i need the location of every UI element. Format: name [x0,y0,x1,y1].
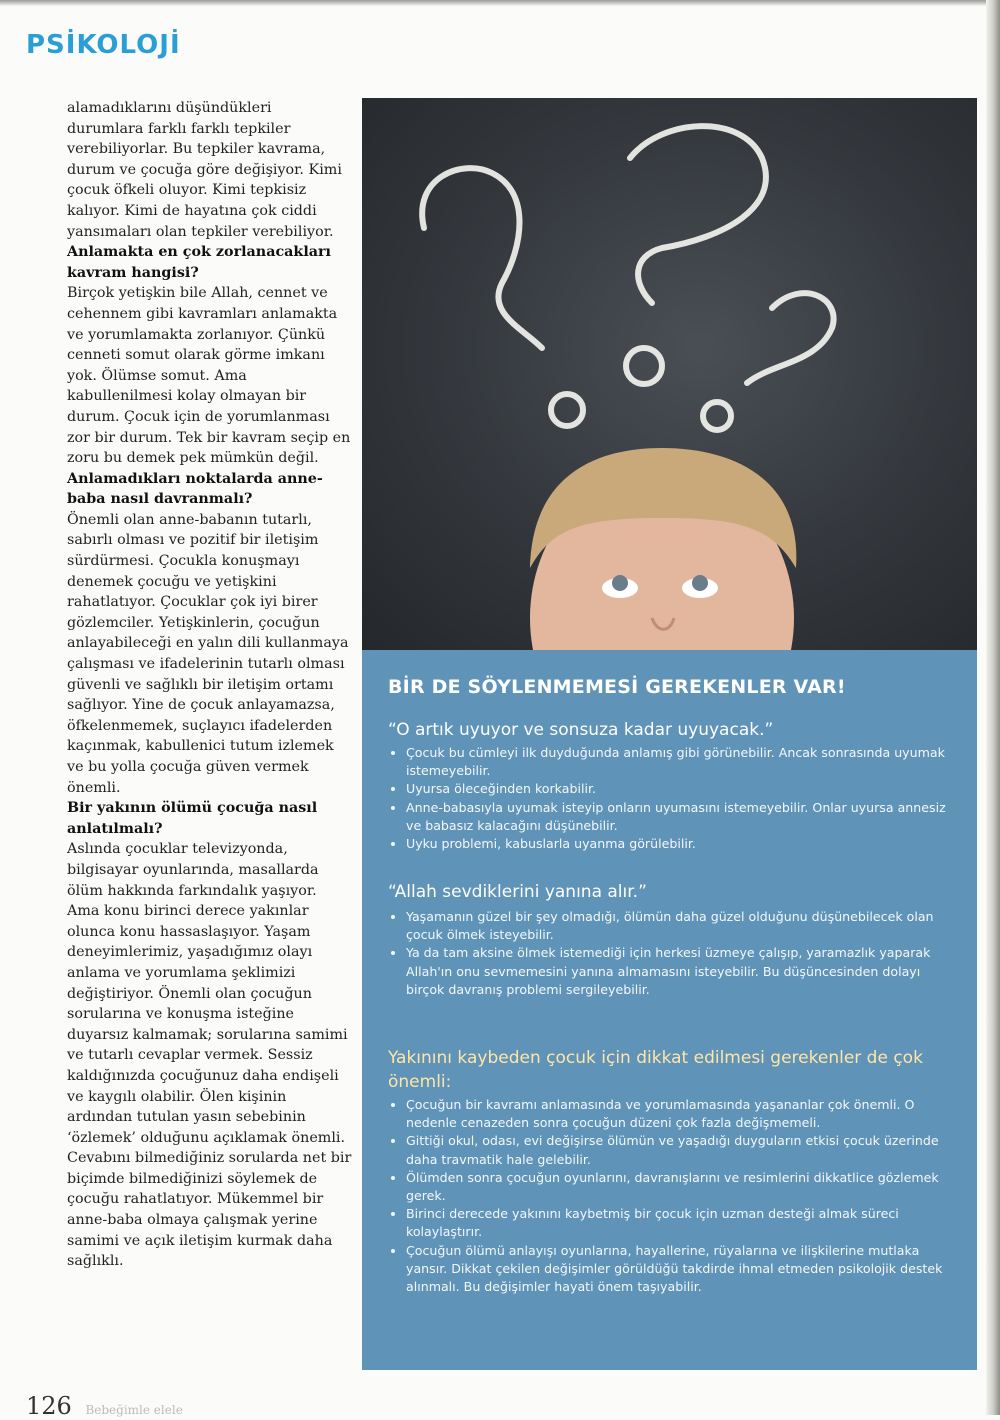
list-item: • Çocuk bu cümleyi ilk duyduğunda anlamış gibi görünebilir. Ancak sonrasında uyumak istemeyebilir. [406,744,951,780]
list-item: • Ya da tam aksine ölmek istemediği için herkesi üzmeye çalışıp, yaramazlık yaparak Allah'ın onu sevmemesini yanına almamasını isteyebilir. Bu düşüncesinden dolayı birçok davranış problemi sergileyebilir. [406,944,951,999]
question-dot-right [703,402,731,430]
question-heading: Anlamakta en çok zorlanacakları kavram hangisi? [67,244,331,281]
list-item: • Çocuğun ölümü anlayışı oyunlarına, hayallerine, rüyalarına ve ilişkilerine mutlaka yansır. Dikkat çekilen değişimler görüldüğü takdirde ihmal etmeden psikolojik destek alınmalı. Bu değişimler hayati önem taşıyabilir. [406,1242,951,1297]
question-mark-center [630,126,766,303]
info-box [362,650,977,1370]
page-edge-right [986,0,1000,1415]
list-item: • Gittiği okul, odası, evi değişirse ölümün ve yaşadığı duyguların etkisi çocuk üzerinde daha travmatik hale gelebilir. [406,1132,951,1168]
section-header: PSİKOLOJİ [26,30,181,60]
chalkboard-photo [362,98,977,650]
list-item: • Anne-babasıyla uyumak isteyip onların uyumasını istemeyebilir. Onlar uyursa annesiz ve babasız kalacağını düşünebilir. [406,799,951,835]
bullet-list [388,744,951,853]
page-footer [26,1392,183,1420]
question-dot-center [626,348,662,384]
article-body [67,98,352,1272]
paragraph: Aslında çocuklar televizyonda, bilgisayar oyunlarında, masallarda ölüm hakkında farkındalık yaşıyor. Ama konu birinci derece yakınlar olunca konu hassaslaşıyor. Yaşam deneyimlerimiz, yaşadığımız olayı anlama ve yorumlama şeklimizi değiştiriyor. Önemli olan çocuğun sorularına ve konuşma isteğine duyarsız kalmamak; sorularına samimi ve tutarlı cevaplar vermek. Sessiz kaldığınızda çocuğunuz daha endişeli ve kaygılı olabilir. Ölen kişinin ardından tutulan yasın sebebinin ‘özlemek’ olduğunu açıklamak önemli. Cevabını bilmediğiniz sorularda net bir biçimde bilmediğinizi söylemek de çocuğu rahatlatıyor. Mükemmel bir anne-baba olmaya çalışmak yerine samimi ve açık iletişim kurmak daha sağlıklı. [67,841,352,1270]
list-item: • Uyku problemi, kabuslarla uyanma görülebilir. [406,835,951,853]
bullet-list [388,908,951,999]
question-mark-right [747,293,834,383]
list-item: • Birinci derecede yakınını kaybetmiş bir çocuk için uzman desteği almak süreci kolaylaştırır. [406,1205,951,1241]
page-edge-top [0,0,1000,6]
page-number: 126 [26,1392,72,1420]
bullet-list [388,1096,951,1296]
list-item: • Yaşamanın güzel bir şey olmadığı, ölümün daha güzel olduğunu düşünebilecek olan çocuk ölmek isteyebilir. [406,908,951,944]
list-item: • Ölümden sonra çocuğun oyunlarını, davranışlarını ve resimlerini dikkatlice gözlemek gerek. [406,1169,951,1205]
list-item: • Çocuğun bir kavramı anlamasında ve yorumlamasında yaşananlar çok önemli. O nedenle cenazeden sonra çocuğun düzeni çok fazla değişmemeli. [406,1096,951,1132]
paragraph: Birçok yetişkin bile Allah, cennet ve cehennem gibi kavramları anlamakta ve yorumlamakta zorlanıyor. Çünkü cenneti somut olarak görme imkanı yok. Ölümse somut. Ama kabullenilmesi kolay olmayan bir durum. Çocuk için de yorumlanması zor bir durum. Tek bir kavram seçip en zoru bu demek pek mümkün değil. [67,285,351,467]
magazine-name: Bebeğimle elele [85,1403,183,1417]
quote-heading: “Allah sevdiklerini yanına alır.” [388,882,647,902]
list-item: • Uyursa öleceğinden korkabilir. [406,780,951,798]
question-dot-left [551,394,583,426]
box-title: BİR DE SÖYLENMEMESİ GEREKENLER VAR! [388,676,846,698]
question-mark-left [422,168,542,348]
paragraph: alamadıklarını düşündükleri durumlara farklı farklı tepkiler verebiliyorlar. Bu tepkiler kavrama, durum ve çocuğa göre değişiyor. Kimi çocuk öfkeli oluyor. Kimi tepkisiz kalıyor. Kimi de hayatına çok ciddi yansımaları olan tepkiler verebiliyor. [67,100,342,240]
box-subtitle: Yakınını kaybeden çocuk için dikkat edilmesi gerekenler de çok önemli: [388,1048,923,1092]
question-heading: Bir yakının ölümü çocuğa nasıl anlatılmalı? [67,800,318,837]
paragraph: Önemli olan anne-babanın tutarlı, sabırlı olması ve pozitif bir iletişim sürdürmesi. Çocukla konuşmayı denemek çocuğu ve yetişkini rahatlatıyor. Çocuklar çok iyi birer gözlemciler. Yetişkinlerin, çocuğun anlayabileceği en yalın dili kullanmaya çalışması ve ifadelerinin tutarlı olması güvenli ve sağlıklı bir iletişim ortamı sağlıyor. Yine de çocuk anlayamazsa, öfkelenmemek, suçlayıcı ifadelerden kaçınmak, kabullenici tutum izlemek ve bu yolla çocuğa güven vermek önemli. [67,511,349,796]
quote-heading: “O artık uyuyor ve sonsuza kadar uyuyacak.” [388,720,774,740]
boy-head [530,448,796,650]
question-heading: Anlamadıkları noktalarda anne-baba nasıl davranmalı? [67,470,323,508]
chalk-question-marks-illustration [362,98,977,650]
